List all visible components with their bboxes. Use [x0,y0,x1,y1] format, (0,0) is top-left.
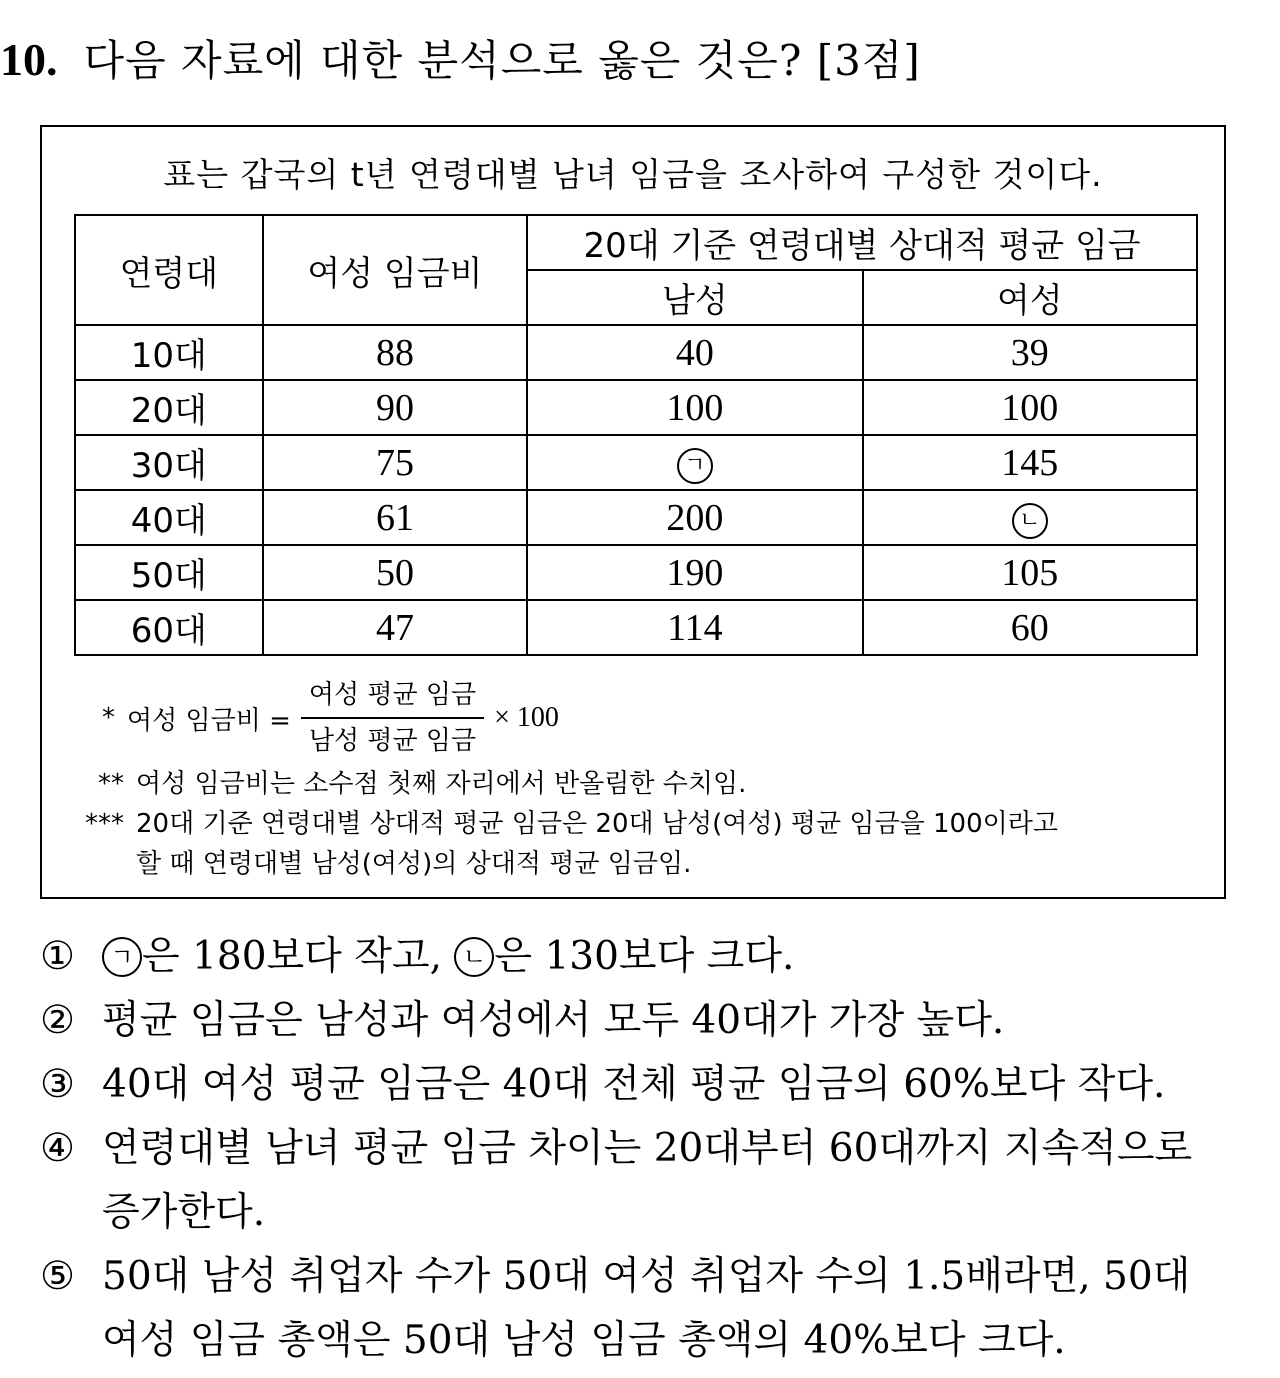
choice-text-part: 은 180보다 작고, [142,934,455,979]
note-text: 여성 임금비는 소수점 첫째 자리에서 반올림한 수치임. [136,769,747,799]
circled-nieun: ㄴ [454,937,494,977]
header-female: 여성 [863,270,1197,325]
formula-numerator: 여성 평균 임금 [301,677,484,719]
table-row [75,435,1197,490]
table-header-row [75,215,1197,270]
cell-ratio: 47 [263,600,528,655]
cell-female: 145 [863,435,1197,490]
table-row [75,600,1197,655]
choice-text: 평균 임금은 남성과 여성에서 모두 40대가 가장 높다. [102,998,1005,1043]
choice-text [102,1245,1190,1373]
note-line: 할 때 연령대별 남성(여성)의 상대적 평균 임금임. [136,849,692,879]
choice-line: 50대 남성 취업자 수가 50대 여성 취업자 수의 1.5배라면, 50대 [102,1254,1191,1299]
cell-female: 39 [863,325,1197,380]
table-row [75,325,1197,380]
cell-female: 100 [863,380,1197,435]
choice-text [102,925,794,989]
cell-age: 20대 [75,380,263,435]
data-box [40,125,1226,899]
choice-line: 증가한다. [102,1190,266,1235]
formula-denominator: 남성 평균 임금 [308,726,477,756]
header-age: 연령대 [75,215,263,325]
cell-male [527,435,862,490]
choice-text [102,1117,1192,1245]
header-male: 남성 [527,270,862,325]
formula-multiplier: × 100 [494,702,559,733]
cell-male: 200 [527,490,862,545]
choice-3[interactable] [40,1053,1192,1117]
cell-age: 10대 [75,325,263,380]
choice-5[interactable] [40,1245,1192,1373]
table-row [75,545,1197,600]
note-relative [72,804,1058,884]
cell-male: 190 [527,545,862,600]
choice-2[interactable] [40,989,1192,1053]
table-notes [72,672,1058,884]
formula-note [102,672,1058,764]
cell-age: 60대 [75,600,263,655]
note-mark: ** [98,769,124,799]
cell-ratio: 88 [263,325,528,380]
choice-line: 여성 임금 총액은 50대 남성 임금 총액의 40%보다 크다. [102,1318,1066,1363]
choice-mark: ② [40,998,75,1043]
box-caption: 표는 갑국의 t년 연령대별 남녀 임금을 조사하여 구성한 것이다. [163,155,1103,194]
note-mark: * [102,703,115,733]
choice-mark: ⑤ [40,1254,75,1299]
choice-line: 연령대별 남녀 평균 임금 차이는 20대부터 60대까지 지속적으로 [102,1126,1193,1171]
cell-male: 100 [527,380,862,435]
cell-female [863,490,1197,545]
answer-choices [40,925,1192,1373]
choice-mark: ④ [40,1126,75,1171]
circled-giyeok: ㄱ [102,937,142,977]
circled-giyeok: ㄱ [677,448,713,484]
choice-4[interactable] [40,1117,1192,1245]
question-number: 10. [0,34,58,85]
cell-ratio: 50 [263,545,528,600]
choice-text-part: 은 130보다 크다. [494,934,795,979]
question-text: 다음 자료에 대한 분석으로 옳은 것은? [3점] [83,36,921,85]
note-mark: *** [85,809,124,839]
wage-table [74,214,1198,656]
header-relative: 20대 기준 연령대별 상대적 평균 임금 [527,215,1197,270]
cell-age: 40대 [75,490,263,545]
cell-female: 60 [863,600,1197,655]
formula-label: 여성 임금비 = [127,705,291,736]
cell-male: 114 [527,600,862,655]
table-row [75,380,1197,435]
header-ratio: 여성 임금비 [263,215,528,325]
formula-fraction [301,677,484,759]
cell-female: 105 [863,545,1197,600]
choice-1[interactable] [40,925,1192,989]
choice-mark: ① [40,934,75,979]
note-line: 20대 기준 연령대별 상대적 평균 임금은 20대 남성(여성) 평균 임금을 100이라고 [136,809,1058,839]
cell-ratio: 75 [263,435,528,490]
cell-age: 30대 [75,435,263,490]
table-row [75,490,1197,545]
choice-text: 40대 여성 평균 임금은 40대 전체 평균 임금의 60%보다 작다. [102,1062,1166,1107]
cell-ratio: 61 [263,490,528,545]
note-rounding [72,764,1058,804]
note-text [136,804,1058,884]
cell-age: 50대 [75,545,263,600]
cell-ratio: 90 [263,380,528,435]
question-header [0,30,921,91]
choice-mark: ③ [40,1062,75,1107]
cell-male: 40 [527,325,862,380]
circled-nieun: ㄴ [1012,503,1048,539]
